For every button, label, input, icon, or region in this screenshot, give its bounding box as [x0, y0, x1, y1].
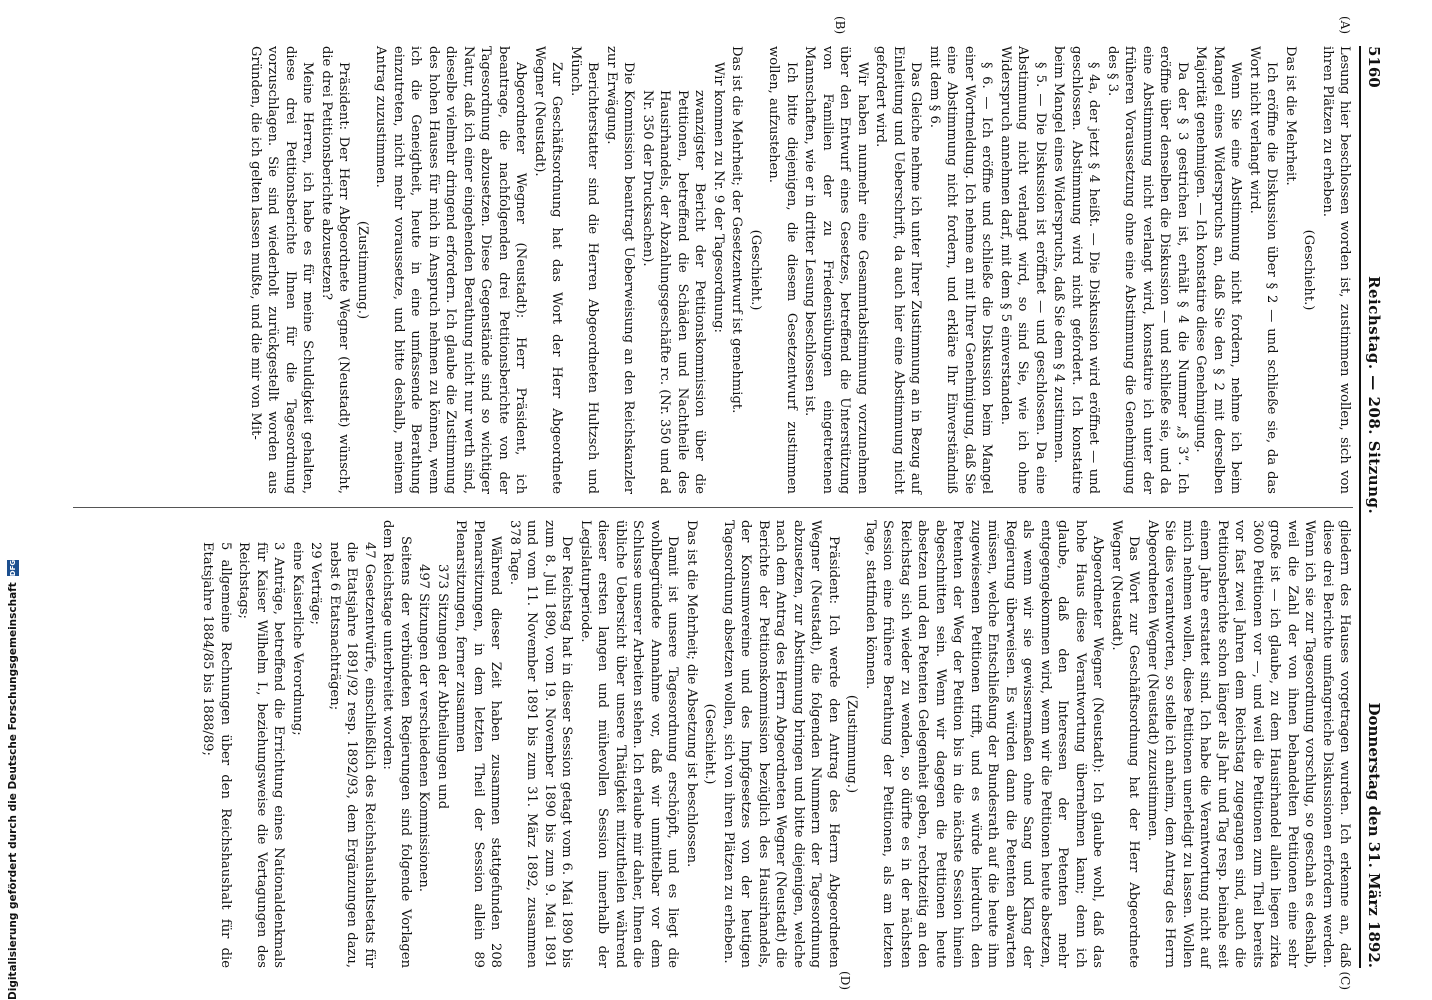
margin-marker-c: (C) [1338, 971, 1353, 990]
paragraph: Das Wort zur Geschäftsordnung hat der Herr Abgeordnete Wegner (Neustadt). [1109, 520, 1142, 968]
text-columns [74, 16, 1354, 990]
paragraph: Präsident: Der Herr Abgeordnete Wegner (Neustadt) wünscht, die drei Petitionsberichte abzusetzen? [319, 46, 352, 494]
paragraph: zwanzigster Bericht der Petitionskommission über die Petitionen, betreffend die Schäden und Nachtheile des Hausirhandels, der Abzahlungsgeschäfte rc. (Nr. 350 und ad Nr. 350 der Drucksachen). [640, 90, 708, 494]
margin-marker-b: (B) [833, 16, 848, 35]
column-divider [74, 507, 1354, 508]
left-column [74, 16, 1354, 494]
digitization-footer [6, 0, 20, 1000]
footer-text: Digitalisierung gefördert durch die Deutsche Forschungsgemeinschaft [7, 582, 19, 1000]
paragraph: (Zustimmung.) [355, 220, 370, 320]
session-title: Reichstag. — 208. Sitzung. [1365, 276, 1383, 515]
paragraph: 29 Verträge; [308, 542, 324, 625]
session-date: Donnerstag den 31. März 1892. [1365, 702, 1383, 968]
paragraph: § 5. — Die Diskussion ist eröffnet — und geschlossen. Da eine Abstimmung nicht verlangt wird, so sind Sie, wie ich ohne Widerspruch annehmen darf, mit dem § 5 einverstanden. [998, 46, 1048, 494]
paragraph: Damit ist unsere Tagesordnung erschöpft, und es liegt die wohlbegründete Annahme vor, daß wir unmittelbar vor dem Schlusse unserer Arbeiten stehen. Ich erlaube mir daher, Ihnen die übliche Uebersicht über unsere Thätigkeit mitzutheilen während dieser ersten langen und mühevollen Session innerhalb der Legislaturperiode. [578, 520, 681, 968]
paragraph: Das ist die Mehrheit; der Gesetzentwurf ist genehmigt. [729, 46, 745, 414]
paragraph: Da der § 3 gestrichen ist, erhält § 4 die Nummer „§ 3“. Ich eröffne über denselben die Diskussion — und schließe sie, und da eine Abstimmung nicht verlangt wird, konstatire ich unter der früheren Voraussetzung ohne eine Abstimmung die Genehmigung des § 3. [1105, 46, 1190, 494]
document-page [36, 10, 1396, 990]
paragraph: § 6. — Ich eröffne und schließe die Diskussion beim Mangel einer Wortmeldung. Ich nehme an mit Ihrer Genehmigung, daß Sie eine Abstimmung nicht fordern, und erkläre Ihr Einverständniß mit dem § 6. [927, 46, 995, 494]
paragraph: § 4a, der jetzt § 4 heißt. — Die Diskussion wird eröffnet — und geschlossen. Abstimmung wird nicht gefordert. Ich konstatire beim Mangel eines Widerspruchs, daß Sie dem § 4 zustimmen. [1051, 46, 1102, 494]
paragraph: 3 Anträge, betreffend die Errichtung eines Nationaldenkmals für Kaiser Wilhelm I., beziehungsweise die Vertagungen des Reichstags; [236, 542, 287, 968]
paragraph: 373 Sitzungen der Abtheilungen und [435, 564, 450, 810]
paragraph: Ich eröffne die Diskussion über § 2 — und schließe sie, da das Wort nicht verlangt wird. [1247, 46, 1280, 494]
page-header [1360, 46, 1383, 968]
paragraph: Präsident: Ich werde den Antrag des Herrn Abgeordneten Wegner (Neustadt), die folgenden Nummern der Tagesordnung abzusetzen, zur Abstimmung bringen und bitte diejenigen, welche nach dem Antrag des Herrn Abgeordneten Wegner (Neustadt) die Berichte der Petitionskommission bezüglich des Hausirhandels, der Konsumvereine und des Impfgesetzes von der heutigen Tagesordnung absetzen wollen, sich von ihren Plätzen zu erheben. [721, 520, 841, 968]
paragraph: (Geschieht.) [702, 703, 718, 785]
dfg-logo-icon: DFG [9, 559, 17, 577]
margin-marker-a: (A) [1338, 16, 1353, 35]
paragraph: Abgeordneter Wegner (Neustadt): Herr Präsident, ich beantrage, die nachfolgenden drei Petitionsberichte von der Tagesordnung abzusetzen. Diese Gegenstände sind so wichtiger Natur, daß ich einer eingehenden Berathung nicht nur werth sind, dieselbe vielmehr dringend erfordern. Ich glaube die Zustimmung des hohen Hauses für mich in Anspruch nehmen zu können, wenn ich die Geneigtheit, heute in eine umfassende Berathung einzutreten, nicht mehr voraussetze, und bitte deshalb, meinem Antrag zuzustimmen. [373, 46, 529, 494]
paragraph: eine Kaiserliche Verordnung; [290, 542, 305, 736]
paragraph: (Geschieht.) [1301, 229, 1317, 311]
paragraph: (Zustimmung.) [844, 694, 860, 794]
paragraph: Abgeordneter Wegner (Neustadt): Ich glaube wohl, daß das hohe Haus diese Verantwortung übernehmen kann; denn ich glaube, daß den Interessen der Petenten mehr entgegengekommen wird, wenn wir die Petitionen heute absetzen, als wenn wir sie gewissermaßen ohne Sang und Klang der Regierung überweisen. Es würden dann die Petenten abwarten müssen, welche Entschließung der Bundesrath auf die heute ihm zugewiesenen Petitionen trifft, und es würde hierdurch den Petenten der Weg der Petition bis in die nächste Session hinein abgeschnitten sein. Wenn wir dagegen die Petitionen heute absetzen und den Petenten Gelegenheit geben, rechtzeitig an den Reichstag sich wieder zu wenden, so dürfte es in der nächsten Session eine frühere Berathung der Petitionen, als am letzten Tage, stattfinden können. [863, 520, 1106, 968]
paragraph: Das ist die Mehrheit. [1283, 46, 1298, 186]
paragraph: (Geschieht.) [748, 229, 763, 311]
paragraph: Wir haben nunmehr eine Gesammtabstimmung vorzunehmen über den Entwurf eines Gesetzes, betreffend die Unterstützung von Familien der zu Friedensübungen eingetretenen Mannschaften, wie er in dritter Lesung beschlossen ist. [802, 46, 870, 494]
paragraph: Das ist die Mehrheit; die Absetzung ist beschlossen. [684, 520, 699, 868]
paragraph: Meine Herren, ich habe es für meine Schuldigkeit gehalten, diese drei Petitionsberichte Ihnen für die Tagesordnung vorzuschlagen. Sie sind wiederholt zurückgestellt worden aus Gründen, die ich gelten lassen mußte, und die mir von Mit- [248, 46, 316, 494]
paragraph: 5 allgemeine Rechnungen über den Reichshaushalt für die Etatsjahre 1884/85 bis 1888/89; [200, 542, 233, 968]
paragraph: Der Reichstag hat in dieser Session getagt vom 6. Mai 1890 bis zum 8. Juli 1890, vom 19. November 1890 bis zum 9. Mai 1891 und vom 11. November 1891 bis zum 31. März 1892, zusammen 378 Tage. [507, 520, 575, 968]
paragraph: Die Kommission beantragt Ueberweisung an den Reichskanzler zur Erwägung. [604, 46, 637, 494]
paragraph: 47 Gesetzentwürfe, einschließlich des Reichshaushaltsetats für die Etatsjahre 1891/92 resp. 1892/93, dem Ergänzungen dazu, nebst 6 Etatsnachträgen; [327, 542, 377, 968]
paragraph: Das Gleiche nehme ich unter Ihrer Zustimmung an in Bezug auf Einleitung und Ueberschrift, da auch hier eine Abstimmung nicht gefordert wird. [873, 46, 924, 494]
paragraph: Seitens der verbündeten Regierungen sind folgende Vorlagen dem Reichstage unterbreitet worden: [380, 520, 413, 968]
paragraph: Lesung hier beschlossen worden ist, zustimmen wollen, sich von ihren Plätzen zu erheben. [1320, 46, 1353, 494]
paragraph: Zur Geschäftsordnung hat das Wort der Herr Abgeordnete Wegner (Neustadt). [532, 46, 565, 494]
paragraph: Berichterstatter sind die Herren Abgeordneten Hultzsch und Münch. [568, 46, 601, 494]
paragraph: Ich bitte diejenigen, die diesem Gesetzentwurf zustimmen wollen, aufzustehen. [766, 46, 799, 494]
paragraph: gliedern des Hauses vorgetragen wurden. Ich erkenne an, daß diese drei Berichte umfangreiche Diskussionen erfordern werden. Wenn ich sie zur Tagesordnung vorschlug, so geschah es deshalb, weil die Zahl der von ihnen behandelten Petitionen eine sehr große ist — ich glaube, zu dem Hausirhandel allein liegen zirka 3600 Petitionen vor —, und weil die Petitionen zum Theil bereits vor fast zwei Jahren dem Reichstag zugegangen sind, auch die Petitionsberichte schon länger als Jahr und Tag resp. beinahe seit einem Jahre erstattet sind. Ich habe die Verantwortung nicht auf mich nehmen wollen, diese Petitionen unerledigt zu lassen. Wollen Sie dies verantworten, so stelle ich anheim, dem Antrag des Herrn Abgeordneten Wegner (Neustadt) zuzustimmen. [1145, 520, 1353, 968]
paragraph: Während dieser Zeit haben zusammen stattgefunden 208 Plenarsitzungen, in dem letzten Theil der Session allein 89 Plenarsitzungen, ferner zusammen [453, 520, 504, 968]
paragraph: Wenn Sie eine Abstimmung nicht fordern, nehme ich beim Mangel eines Widerspruchs an, daß Sie den § 2 mit derselben Majorität genehmigen. — Ich konstatire diese Genehmigung. [1193, 46, 1244, 494]
page-number: 5160 [1365, 46, 1383, 88]
paragraph: Wir kommen zu Nr. 9 der Tagesordnung: [711, 62, 726, 333]
right-column [74, 520, 1354, 990]
margin-marker-d: (D) [838, 971, 853, 990]
paragraph: 497 Sitzungen der verschiedenen Kommissionen. [416, 564, 432, 892]
